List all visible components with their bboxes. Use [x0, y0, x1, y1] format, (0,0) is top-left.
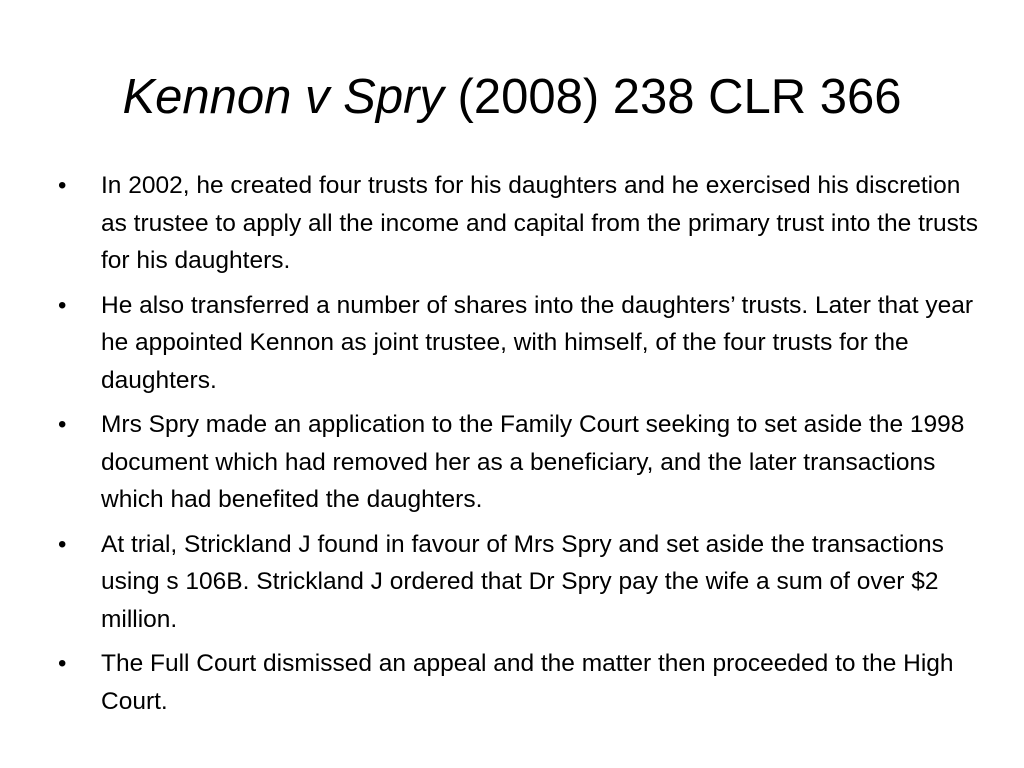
bullet-item: [52, 645, 982, 720]
bullet-item: [52, 526, 982, 639]
bullet-text: He also transferred a number of shares into the daughters’ trusts. Later that year he appointed Kennon as joint trustee, with himself, of the four trusts for the daughters.: [101, 291, 974, 394]
bullet-item: [52, 167, 982, 280]
slide-title: [0, 62, 1024, 132]
bullet-marker: •: [58, 530, 67, 558]
bullet-list: [52, 167, 982, 727]
bullet-text: At trial, Strickland J found in favour of Mrs Spry and set aside the transactions using s 106B. Strickland J ordered that Dr Spry pay the wife a sum of over $2 million.: [101, 530, 944, 633]
bullet-marker: •: [58, 172, 67, 199]
bullet-text: The Full Court dismissed an appeal and the matter then proceeded to the High Court.: [101, 650, 954, 715]
bullet-marker: •: [58, 411, 67, 438]
bullet-item: [52, 406, 982, 519]
bullet-marker: •: [58, 291, 67, 319]
bullet-text: Mrs Spry made an application to the Family Court seeking to set aside the 1998 document which had removed her as a beneficiary, and the later transactions which had benefited the daughters.: [101, 411, 965, 513]
bullet-marker: •: [58, 650, 67, 677]
bullet-item: [52, 287, 982, 400]
case-name: Kennon v Spry: [122, 70, 444, 124]
bullet-text: In 2002, he created four trusts for his daughters and he exercised his discretion as trustee to apply all the income and capital from the primary trust into the trusts for his daughters.: [101, 172, 978, 274]
case-citation: (2008) 238 CLR 366: [443, 70, 902, 124]
